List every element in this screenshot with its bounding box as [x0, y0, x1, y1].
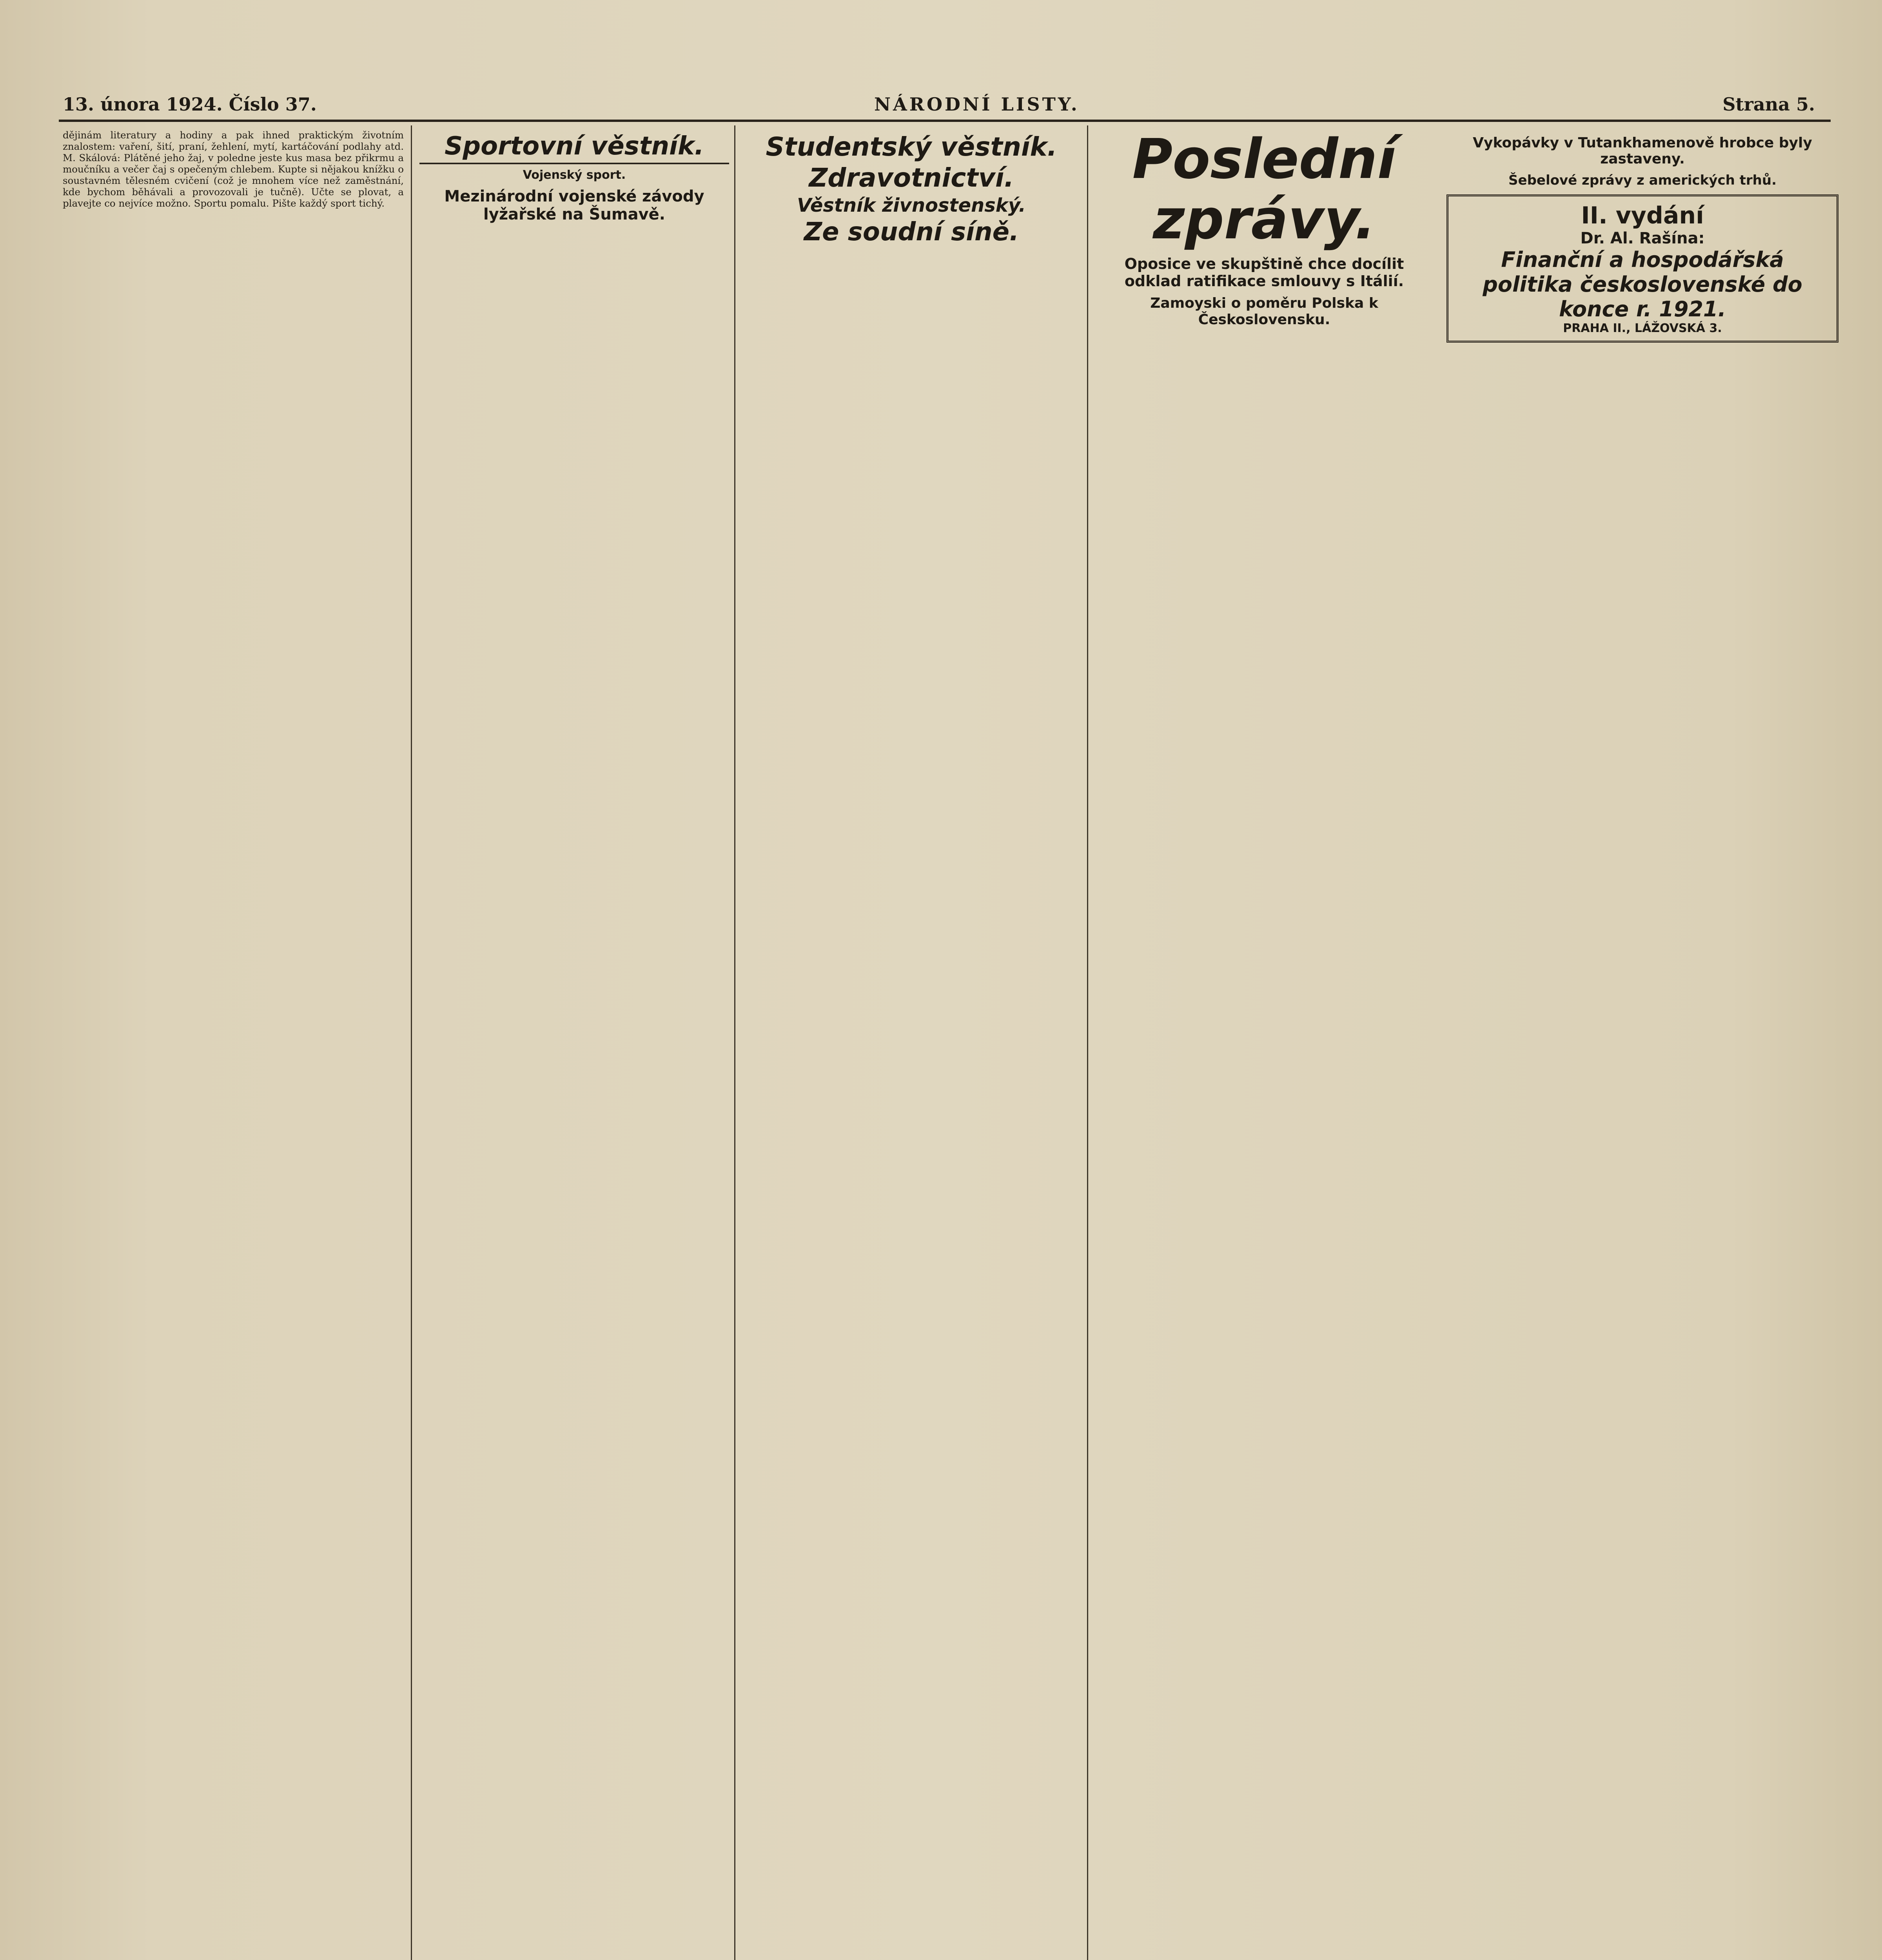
page-header: [59, 88, 1831, 122]
column-rule: [1087, 125, 1088, 1960]
headline-races: Mezinárodní vojenské závody lyžařské na Šumavě.: [444, 187, 704, 224]
ad-edition: II. vydání: [1581, 201, 1704, 229]
article-text: dějinám literatury a hodiny a pak ihned praktickým životním znalostem: vaření, šití, praní, žehlení, mytí, kartáčování podlahy atd. M. Skálová: Plátěné jeho žaj, v poledne jeste kus masa bez přikrmu a moučníku a večer čaj s opečeným chlebem. Kupte si nějakou knížku o soustavném tělesném cvičení (což je mnohem více než zaměstnání, kde bychom běhávali a provozovali je tučně). Učte se plovat, a plavejte co nejvíce možno. Sportu pomalu. Pište každý sport tichý.: [63, 129, 404, 209]
column-rule: [734, 125, 735, 1960]
section-title-court: Ze soudní síně.: [804, 217, 1019, 247]
column-1: [63, 129, 404, 1960]
headline-markets: Šebelové zprávy z amerických trhů.: [1508, 172, 1777, 188]
book-ad: [1446, 194, 1838, 343]
headline-excavations: Vykopávky v Tutankhamenově hrobce byly zastaveny.: [1473, 135, 1812, 167]
headline-opposition: Oposice ve skupštině chce docílit odklad ratifikace smlouvy s Itálií.: [1124, 255, 1404, 290]
subsection-military: Vojenský sport.: [523, 168, 626, 182]
column-rule: [411, 125, 412, 1960]
page-number: Strana 5.: [1722, 94, 1815, 115]
ad-book-title: Finanční a hospodářská politika československé do konce r. 1921.: [1483, 247, 1802, 321]
headline-zamoyski: Zamoyski o poměru Polska k Československu.: [1150, 295, 1378, 328]
section-title-health: Zdravotnictví.: [809, 163, 1014, 193]
section-title-trade: Věstník živnostenský.: [797, 194, 1026, 216]
column-2: [419, 129, 729, 1960]
ad-author: Dr. Al. Rašína:: [1580, 229, 1705, 247]
column-5: [1446, 129, 1838, 1960]
column-3: [741, 129, 1082, 1960]
section-title-latest: Poslední zprávy.: [1132, 129, 1396, 252]
column-4: [1094, 129, 1435, 1960]
section-title-students: Studentský věstník.: [766, 132, 1057, 162]
ad-publisher: PRAHA II., LÁŽOVSKÁ 3.: [1563, 321, 1722, 335]
section-title-sport: Sportovní věstník.: [445, 132, 704, 161]
issue-date: 13. února 1924. Číslo 37.: [63, 94, 317, 115]
divider: [419, 163, 729, 164]
masthead: NÁRODNÍ LISTY.: [874, 94, 1080, 115]
